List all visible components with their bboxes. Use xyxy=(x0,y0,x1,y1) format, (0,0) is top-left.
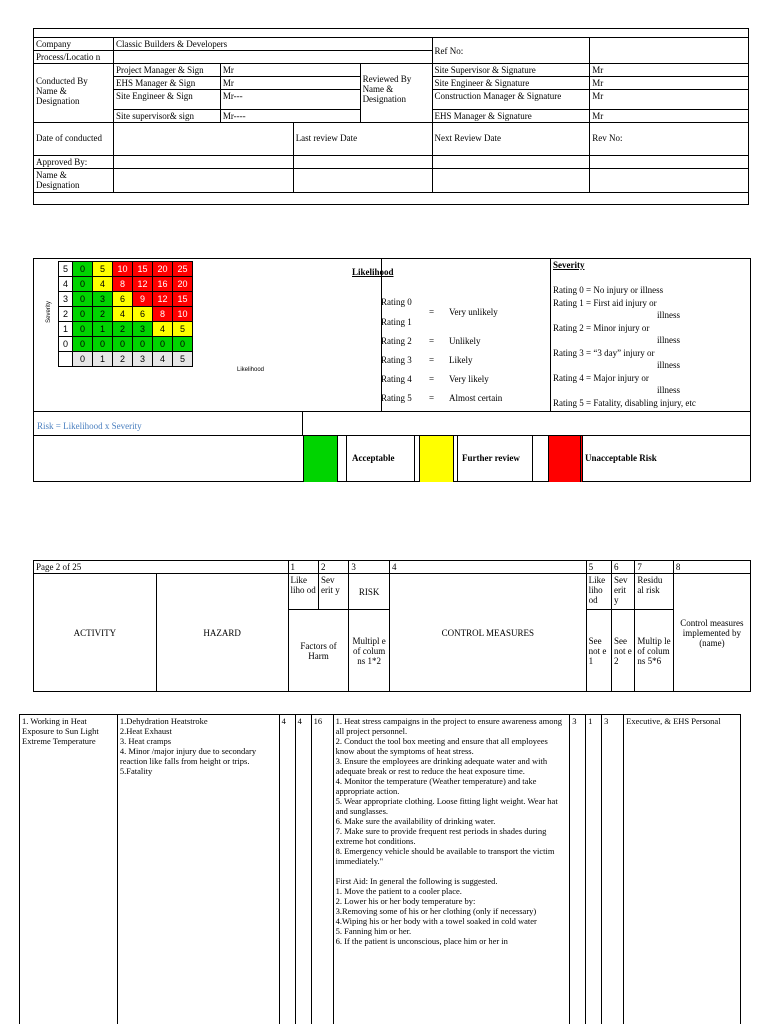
likelihood-level: 0 xyxy=(73,352,93,367)
severity-level: 4 xyxy=(59,277,73,292)
matrix-cell: 0 xyxy=(73,277,93,292)
risk-formula: Risk = Likelihood x Severity xyxy=(37,421,142,431)
residual-header: Residu al risk xyxy=(635,574,674,610)
matrix-cell: 0 xyxy=(93,337,113,352)
likelihood-r0: Rating 0 xyxy=(381,297,412,307)
severity-l1a: Rating 1 = First aid injury or xyxy=(553,298,657,308)
hazard-line: 3. Heat cramps xyxy=(119,736,172,746)
likelihood-header: Like liho od xyxy=(288,574,318,610)
likelihood-r3: Rating 3 xyxy=(381,355,412,365)
control-line: 6. If the patient is unconscious, place him or her in xyxy=(335,936,508,946)
severity-l4b: illness xyxy=(657,385,681,395)
matrix-cell: 25 xyxy=(173,262,193,277)
se-value: Mr--- xyxy=(220,90,360,110)
r-ss-label: Site Supervisor & Signature xyxy=(432,64,590,77)
matrix-cell: 3 xyxy=(93,292,113,307)
severity-l0: Rating 0 = No injury or illness xyxy=(553,285,664,295)
matrix-cell: 9 xyxy=(133,292,153,307)
acceptable-swatch xyxy=(303,436,338,482)
factors-header: Factors of Harm xyxy=(288,610,349,692)
matrix-cell: 0 xyxy=(153,337,173,352)
matrix-cell: 0 xyxy=(113,337,133,352)
risk-matrix-grid xyxy=(58,261,193,367)
assessment-header-table xyxy=(33,560,751,692)
matrix-cell: 0 xyxy=(73,292,93,307)
matrix-cell: 16 xyxy=(153,277,173,292)
r-se-label: Site Engineer & Signature xyxy=(432,77,590,90)
ehs-value: Mr xyxy=(220,77,360,90)
severity2-cell: 1 xyxy=(586,715,602,1024)
matrix-cell: 0 xyxy=(173,337,193,352)
col-num-3: 3 xyxy=(349,561,390,574)
assessment-row-table xyxy=(19,714,741,1024)
likelihood-cell: 4 xyxy=(279,715,295,1024)
matrix-cell: 5 xyxy=(173,322,193,337)
matrix-cell: 15 xyxy=(173,292,193,307)
severity-title: Severity xyxy=(553,260,585,270)
likelihood-eq5: = xyxy=(429,393,435,403)
severity-l4a: Rating 4 = Major injury or xyxy=(553,373,649,383)
likelihood-r2-desc: Unlikely xyxy=(449,336,481,346)
likelihood-r4-desc: Very likely xyxy=(449,374,489,384)
matrix-cell: 8 xyxy=(113,277,133,292)
control-measures-header: CONTROL MEASURES xyxy=(389,574,586,692)
likelihood2-header: Like liho od xyxy=(586,574,611,610)
col-num-5: 5 xyxy=(586,561,611,574)
matrix-cell: 12 xyxy=(133,277,153,292)
matrix-cell: 3 xyxy=(133,322,153,337)
severity-axis-label: Severity xyxy=(45,301,52,323)
likelihood-level: 5 xyxy=(173,352,193,367)
r-ehs-label: EHS Manager & Signature xyxy=(432,110,590,123)
company-value: Classic Builders & Developers xyxy=(113,38,432,51)
control-line: 3. Ensure the employees are drinking adequate water and with adequate break or rest to reduce the heat exposure time. xyxy=(335,756,548,776)
hazard-cell xyxy=(117,715,279,1024)
severity-level: 5 xyxy=(59,262,73,277)
implemented-by-cell: Executive, & EHS Personal xyxy=(624,715,741,1024)
severity-level: 1 xyxy=(59,322,73,337)
severity-level: 0 xyxy=(59,337,73,352)
matrix-cell: 20 xyxy=(153,262,173,277)
control-line: 1. Heat stress campaigns in the project to ensure awareness among all project personnel. xyxy=(335,716,562,736)
matrix-cell: 0 xyxy=(133,337,153,352)
residual-cell: 3 xyxy=(602,715,624,1024)
se-label: Site Engineer & Sign xyxy=(113,90,220,110)
ss-label: Site supervisor& sign xyxy=(113,110,220,123)
ss-value: Mr---- xyxy=(220,110,360,123)
name-desig-label: Name & Designation xyxy=(34,169,114,193)
likelihood-axis-label: Likelihood xyxy=(237,367,265,373)
col-num-4: 4 xyxy=(389,561,586,574)
likelihood2-cell: 3 xyxy=(570,715,586,1024)
severity-cell: 4 xyxy=(295,715,311,1024)
likelihood-r01-desc: Very unlikely xyxy=(449,307,498,317)
implemented-header: Control measures implemented by (name) xyxy=(673,574,750,692)
last-review-label: Last review Date xyxy=(293,123,432,156)
matrix-cell: 4 xyxy=(113,307,133,322)
likelihood-r2: Rating 2 xyxy=(381,336,412,346)
pm-label: Project Manager & Sign xyxy=(113,64,220,77)
likelihood-r5: Rating 5 xyxy=(381,393,412,403)
likelihood-level: 1 xyxy=(93,352,113,367)
likelihood-r5-desc: Almost certain xyxy=(449,393,503,403)
page-number: Page 2 of 25 xyxy=(34,561,289,574)
rev-label: Rev No: xyxy=(590,123,749,156)
likelihood-level: 2 xyxy=(113,352,133,367)
severity-l2b: illness xyxy=(657,335,681,345)
control-line: 7. Make sure to provide frequent rest periods in shades during extreme hot conditions. xyxy=(335,826,547,846)
likelihood-r1: Rating 1 xyxy=(381,317,412,327)
likelihood-title: Likelihood xyxy=(352,267,394,277)
matrix-cell: 4 xyxy=(93,277,113,292)
likelihood-eq3: = xyxy=(429,355,435,365)
risk-matrix-section xyxy=(33,258,751,412)
matrix-cell: 6 xyxy=(113,292,133,307)
severity-level: 3 xyxy=(59,292,73,307)
matrix-cell: 0 xyxy=(73,307,93,322)
control-line: 5. Fanning him or her. xyxy=(335,926,412,936)
acceptable-label: Acceptable xyxy=(352,453,395,463)
see-note2: See not e 2 xyxy=(612,610,635,692)
hazard-line: 5.Fatality xyxy=(119,766,153,776)
pm-value: Mr xyxy=(220,64,360,77)
multiple-header: Multipl e of colum ns 1*2 xyxy=(349,610,390,692)
risk-cell: 16 xyxy=(311,715,333,1024)
likelihood-r4: Rating 4 xyxy=(381,374,412,384)
matrix-cell: 12 xyxy=(153,292,173,307)
matrix-cell: 10 xyxy=(113,262,133,277)
hazard-header: HAZARD xyxy=(156,574,288,692)
control-line: 1. Move the patient to a cooler place. xyxy=(335,886,462,896)
matrix-cell: 4 xyxy=(153,322,173,337)
matrix-cell: 2 xyxy=(113,322,133,337)
multiple2-header: Multip le of colum ns 5*6 xyxy=(635,610,674,692)
matrix-cell: 5 xyxy=(93,262,113,277)
info-table xyxy=(33,28,749,205)
matrix-cell: 1 xyxy=(93,322,113,337)
severity2-header: Sev erit y xyxy=(612,574,635,610)
control-line: 2. Lower his or her body temperature by: xyxy=(335,896,476,906)
likelihood-eq2: = xyxy=(429,336,435,346)
likelihood-r3-desc: Likely xyxy=(449,355,473,365)
risk-header: RISK xyxy=(349,574,390,610)
r-cm-value: Mr xyxy=(590,90,749,110)
matrix-cell: 2 xyxy=(93,307,113,322)
hazard-line: 2.Heat Exhaust xyxy=(119,726,172,736)
col-num-7: 7 xyxy=(635,561,674,574)
col-num-2: 2 xyxy=(318,561,348,574)
matrix-cell: 20 xyxy=(173,277,193,292)
col-num-8: 8 xyxy=(673,561,750,574)
control-line: 2. Conduct the tool box meeting and ensure that all employees know about the symptoms of heat stress. xyxy=(335,736,548,756)
severity-l3a: Rating 3 = “3 day” injury or xyxy=(553,348,655,358)
matrix-cell: 0 xyxy=(73,337,93,352)
likelihood-eq4: = xyxy=(429,374,435,384)
severity-l1b: illness xyxy=(657,310,681,320)
matrix-cell: 10 xyxy=(173,307,193,322)
severity-level: 2 xyxy=(59,307,73,322)
approved-label: Approved By: xyxy=(34,156,114,169)
date-label: Date of conducted xyxy=(34,123,114,156)
r-ss-value: Mr xyxy=(590,64,749,77)
likelihood-level: 4 xyxy=(153,352,173,367)
reviewed-label: Reviewed By Name & Designation xyxy=(360,64,432,123)
control-measures-cell xyxy=(333,715,570,1024)
further-review-swatch xyxy=(419,436,454,482)
matrix-cell: 0 xyxy=(73,262,93,277)
conducted-label: Conducted By Name & Designation xyxy=(34,64,114,123)
severity-l5: Rating 5 = Fatality, disabling injury, etc xyxy=(553,398,696,408)
likelihood-eq01: = xyxy=(429,307,435,317)
control-line: 8. Emergency vehicle should be available to transport the victim immediately." xyxy=(335,846,555,866)
matrix-cell: 0 xyxy=(73,322,93,337)
control-line: 5. Wear appropriate clothing. Loose fitting light weight. Wear hat and sunglasses. xyxy=(335,796,558,816)
severity-l3b: illness xyxy=(657,360,681,370)
further-review-label: Further review xyxy=(462,453,520,463)
activity-cell: 1. Working in Heat Exposure to Sun Light Extreme Temperature xyxy=(20,715,118,1024)
unacceptable-swatch xyxy=(548,436,583,482)
matrix-cell: 15 xyxy=(133,262,153,277)
likelihood-level: 3 xyxy=(133,352,153,367)
process-label: Process/Locatio n xyxy=(34,51,114,64)
hazard-line: 1.Dehydration Heatstroke xyxy=(119,716,208,726)
control-line: 3.Removing some of his or her clothing (only if necessary) xyxy=(335,906,537,916)
control-line: 6. Make sure the availability of drinking water. xyxy=(335,816,496,826)
ref-label: Ref No: xyxy=(432,38,590,64)
severity-l2a: Rating 2 = Minor injury or xyxy=(553,323,650,333)
r-cm-label: Construction Manager & Signature xyxy=(432,90,590,110)
col-num-6: 6 xyxy=(612,561,635,574)
company-label: Company xyxy=(34,38,114,51)
first-aid-heading: First Aid: In general the following is suggested. xyxy=(335,876,498,886)
severity-header: Sev erit y xyxy=(318,574,348,610)
control-line: 4.Wiping his or her body with a towel soaked in cold water xyxy=(335,916,537,926)
activity-header: ACTIVITY xyxy=(34,574,157,692)
ehs-label: EHS Manager & Sign xyxy=(113,77,220,90)
unacceptable-label: Unacceptable Risk xyxy=(585,453,657,463)
see-note1: See not e 1 xyxy=(586,610,611,692)
r-se-value: Mr xyxy=(590,77,749,90)
matrix-cell: 8 xyxy=(153,307,173,322)
hazard-line: 4. Minor /major injury due to secondary reaction like falls from height or trips. xyxy=(119,746,257,766)
matrix-cell: 6 xyxy=(133,307,153,322)
control-line: 4. Monitor the temperature (Weather temperature) and take appropriate action. xyxy=(335,776,537,796)
r-ehs-value: Mr xyxy=(590,110,749,123)
col-num-1: 1 xyxy=(288,561,318,574)
risk-legend-section xyxy=(33,412,751,482)
next-review-label: Next Review Date xyxy=(432,123,590,156)
